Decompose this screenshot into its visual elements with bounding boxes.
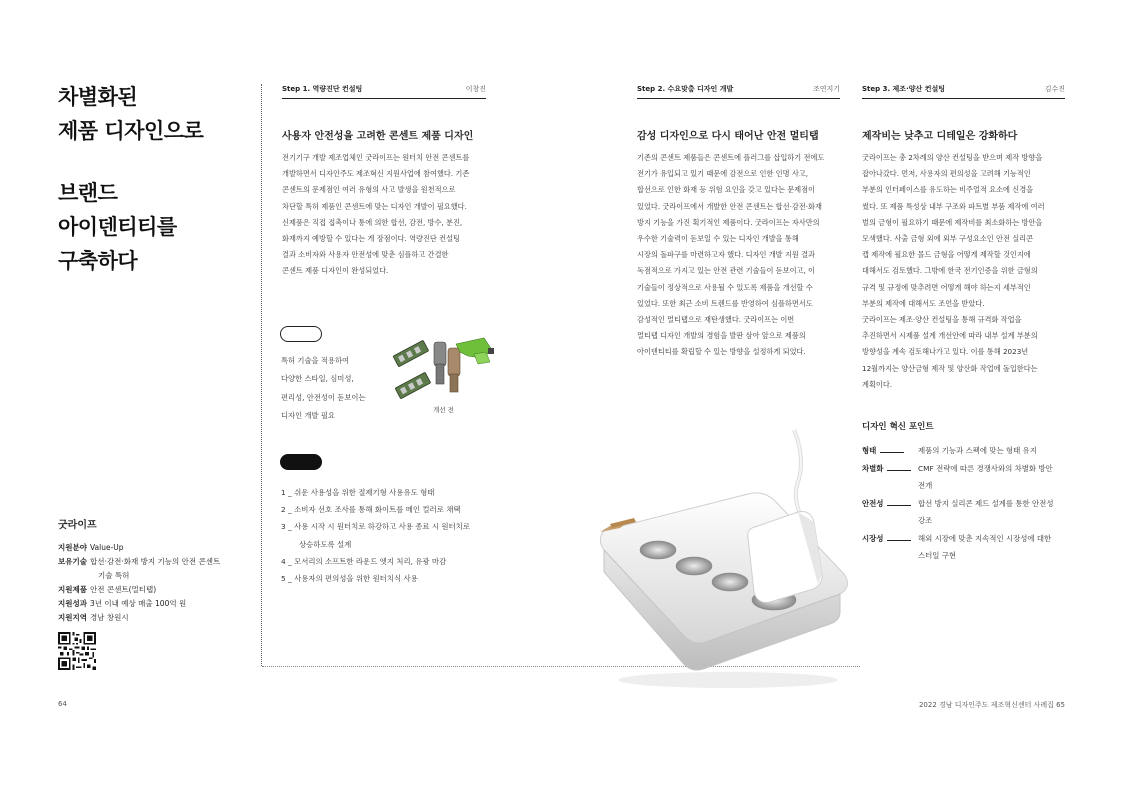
- body-line: 규격 및 규정에 맞추려면 어떻게 해야 하는지 세부적인: [862, 282, 1031, 292]
- point-val: [918, 530, 1072, 565]
- body-line: 감성적인 멀티탭으로 재탄생했다. 굿라이프는 이번: [637, 315, 795, 325]
- point-key-label: 차별화: [862, 463, 884, 473]
- point-val-line: 스터일 구현: [918, 551, 957, 560]
- body-line: 굿라이프는 총 2차례의 양산 컨설팅을 받으며 제작 방향을: [862, 153, 1043, 162]
- section-body: [862, 150, 1065, 393]
- body-line: 방지 기능을 가진 획기적인 제품이다. 굿라이프는 자사만의: [637, 217, 820, 227]
- body-line: 굿라이프는 제조·양산 컨설팅을 통해 규격화 작업을: [862, 315, 1022, 325]
- info-row: [58, 611, 258, 625]
- info-key: 지원지역: [58, 613, 87, 622]
- info-key: 지원제품: [58, 585, 87, 594]
- product-photo: [598, 424, 860, 692]
- outline-pill-tag: [280, 326, 322, 342]
- body-line: 개발하면서 디자인주도 제조혁신 지원사업에 참여했다. 기존: [282, 169, 470, 179]
- list-item: 4 _ 모서리의 소프트한 라운드 엣지 처리, 유광 마감: [281, 556, 447, 566]
- point-val-line: 전개: [918, 481, 933, 490]
- page-number-right: 2022 경남 디자인주도 제조혁신센터 사례집 65: [918, 701, 1065, 709]
- step-title: Step 1. 역량진단 컨설팅: [282, 85, 363, 93]
- step-author: 김수진: [1044, 85, 1065, 93]
- section-title: 제작비는 낮추고 디테일은 강화하다: [862, 131, 1018, 142]
- body-line: 캡 제작에 필요한 몰드 금형을 어떻게 제작할 것인지에: [862, 250, 1031, 260]
- step-title: Step 2. 수요맞춤 디자인 개발: [637, 85, 734, 93]
- patent-line: 다양한 스타일, 심미성,: [281, 374, 354, 384]
- info-key: 보유기술: [58, 557, 87, 566]
- body-line: 계획이다.: [862, 379, 893, 389]
- body-line: 썼다. 또 제품 특성상 내부 구조와 파트별 부품 제작에 여러: [862, 201, 1045, 211]
- body-line: 전기가 유입되고 있기 때문에 감전으로 인한 인명 사고,: [637, 169, 809, 179]
- body-line: 기술들이 정상적으로 사용될 수 있도록 제품을 개선할 수: [637, 282, 813, 292]
- list-item: 상승하도록 설계: [299, 539, 352, 549]
- list-item: 1 _ 쉬운 사용성을 위한 절제기형 사용유도 형태: [281, 488, 435, 497]
- patent-line: 디자인 개발 필요: [281, 410, 335, 420]
- info-val: [90, 555, 258, 583]
- innovation-point: [862, 495, 1072, 530]
- diagram-caption: 개선 전: [433, 406, 454, 414]
- body-line: 기존의 콘센트 제품들은 콘센트에 플러그를 삽입하기 전에도: [637, 153, 825, 162]
- point-val-line: 제품의 기능과 스펙에 맞는 형태 유지: [918, 446, 1037, 455]
- body-line: 모색했다. 사출 금형 외에 외부 구성요소인 안전 실리콘: [862, 234, 1034, 244]
- page-headline: [58, 80, 258, 278]
- patent-line: 특허 기술을 적용하여: [281, 356, 350, 365]
- headline-line: 구축하다: [58, 249, 138, 273]
- body-line: 시장의 돌파구를 마련하고자 했다. 디자인 개발 지원 결과: [637, 250, 815, 260]
- info-val: 경남 창원시: [90, 613, 129, 622]
- list-item: 3 _ 사용 시작 시 원터치로 하강하고 사용 종료 시 원터치로: [281, 522, 470, 532]
- point-val-line: 해외 시장에 맞춘 지속적인 시장성에 대한: [918, 533, 1052, 543]
- point-key: [862, 442, 918, 460]
- info-row: [58, 555, 258, 583]
- body-line: 방향성을 계속 검토해나가고 있다. 이를 통해 2023년: [862, 347, 1029, 357]
- info-key: 지원분야: [58, 543, 87, 552]
- body-line: 대해서도 검토했다. 그밖에 한국 전기인증을 위한 금형의: [862, 266, 1038, 276]
- body-line: 잡아나갔다. 먼저, 사용자의 편의성을 고려해 기능적인: [862, 169, 1031, 179]
- body-line: 결과 소비자와 사용자 안전성에 맞춘 심플하고 간결한: [282, 250, 449, 260]
- company-info: [58, 516, 258, 625]
- improvement-list: [281, 484, 470, 587]
- step1-column: [282, 84, 486, 280]
- step-header: [637, 84, 840, 99]
- innovation-points: [862, 442, 1072, 565]
- point-key-label: 시장성: [862, 533, 884, 543]
- section-title: 사용자 안전성을 고려한 콘센트 제품 디자인: [282, 131, 474, 142]
- headline-line: 아이덴티티를: [58, 215, 177, 239]
- step-author: 이창진: [465, 85, 486, 93]
- section-title: 감성 디자인으로 다시 태어난 안전 멀티탭: [637, 131, 819, 142]
- company-name: 굿라이프: [58, 520, 97, 531]
- point-key: [862, 495, 918, 530]
- info-key: 지원성과: [58, 599, 87, 608]
- body-line: 우수한 기술력이 돋보일 수 있는 디자인 개발을 통해: [637, 234, 799, 244]
- body-line: 12월까지는 양산금형 제작 및 양산화 작업에 돌입한다는: [862, 363, 1038, 373]
- point-key: [862, 530, 918, 565]
- body-line: 부분의 제작에 대해서도 조언을 받았다.: [862, 298, 985, 308]
- page-number-left: 64: [58, 700, 67, 708]
- info-row: [58, 541, 258, 555]
- point-val-line: 합선 방지 실리콘 제드 설계를 통한 안전성: [918, 498, 1054, 508]
- section-body: [282, 150, 486, 280]
- headline-line: 제품 디자인으로: [58, 119, 204, 143]
- point-key-label: 안전성: [862, 498, 884, 508]
- info-val-line: 기술 특허: [98, 571, 130, 580]
- qr-code-icon[interactable]: [58, 632, 96, 670]
- vertical-divider: [261, 84, 262, 666]
- headline-line: 브랜드: [58, 181, 118, 205]
- headline-line: 차별화된: [58, 85, 138, 109]
- filled-pill-tag: [280, 454, 322, 470]
- body-line: 합선으로 인한 화재 등 위험 요인을 갖고 있다는 문제점이: [637, 185, 815, 195]
- section-body: [637, 150, 840, 361]
- body-line: 멀티탭 디자인 개발의 경험을 발판 삼아 앞으로 제품의: [637, 331, 806, 341]
- body-line: 신제품은 직접 접촉이나 통에 의한 합선, 감전, 방수, 분진,: [282, 217, 463, 227]
- step3-column: [862, 84, 1065, 393]
- step-header: [282, 84, 486, 99]
- body-line: 콘센트 제품 디자인이 완성되었다.: [282, 266, 389, 276]
- body-line: 차단할 특허 제품인 콘센트에 맞는 디자인 개발이 필요했다.: [282, 201, 467, 211]
- body-line: 있었다. 또한 최근 소비 트렌드를 반영하여 심플하면서도: [637, 298, 813, 308]
- info-val: 안전 콘센트(멀티탭): [90, 585, 157, 594]
- before-diagram: [390, 334, 500, 404]
- patent-note: [281, 352, 366, 425]
- step2-column: [637, 84, 840, 361]
- body-line: 아이덴티티를 확립할 수 있는 방향을 설정하게 되었다.: [637, 347, 806, 357]
- info-row: [58, 597, 258, 611]
- info-val-line: 합선·감전·화재 방지 기능의 안전 콘센트: [90, 557, 221, 566]
- point-val: [918, 442, 1072, 460]
- innovation-title: 디자인 혁신 포인트: [862, 422, 934, 432]
- body-line: 추진하면서 시제품 설계 개선안에 따라 내부 설계 부분의: [862, 331, 1038, 341]
- body-line: 독점적으로 가지고 있는 안전 관련 기술들이 돋보이고, 이: [637, 266, 815, 276]
- body-line: 전기기구 개발 제조업체인 굿라이프는 원터치 안전 콘센트를: [282, 153, 470, 162]
- patent-line: 편리성, 안전성이 돋보이는: [281, 392, 366, 402]
- point-val: [918, 495, 1072, 530]
- body-line: 부분의 인터페이스를 유도하는 비주얼적 요소에 신경을: [862, 185, 1034, 195]
- point-key: [862, 460, 918, 495]
- point-val-line: CMF 전략에 따른 경쟁사와의 차별화 방안: [918, 463, 1053, 473]
- point-val: [918, 460, 1072, 495]
- list-item: 2 _ 소비자 선호 조사를 통해 화이트를 메인 컬러로 채택: [281, 505, 461, 515]
- body-line: 벌의 금형이 필요하기 때문에 제작비를 최소화하는 방안을: [862, 217, 1043, 227]
- body-line: 있었다. 굿라이프에서 개발한 안전 콘센트는 합선·감전·화재: [637, 201, 822, 211]
- body-line: 화재까지 예방할 수 있다는 게 장점이다. 역량진단 컨설팅: [282, 234, 460, 244]
- list-item: 5 _ 사용자의 편의성을 위한 원터치식 사용: [281, 574, 418, 584]
- step-title: Step 3. 제조·양산 컨설팅: [862, 85, 945, 93]
- info-val: Value-Up: [90, 543, 124, 552]
- info-val: 3년 이내 예상 매출 100억 원: [90, 599, 187, 608]
- innovation-point: [862, 442, 1072, 460]
- innovation-point: [862, 460, 1072, 495]
- info-row: [58, 583, 258, 597]
- step-author: 조연지기: [812, 85, 840, 93]
- point-val-line: 강조: [918, 516, 933, 525]
- step-header: [862, 84, 1065, 99]
- body-line: 콘센트의 문제점인 여러 유형의 사고 발생을 원천적으로: [282, 185, 456, 195]
- point-key-label: 형태: [862, 446, 877, 455]
- innovation-point: [862, 530, 1072, 565]
